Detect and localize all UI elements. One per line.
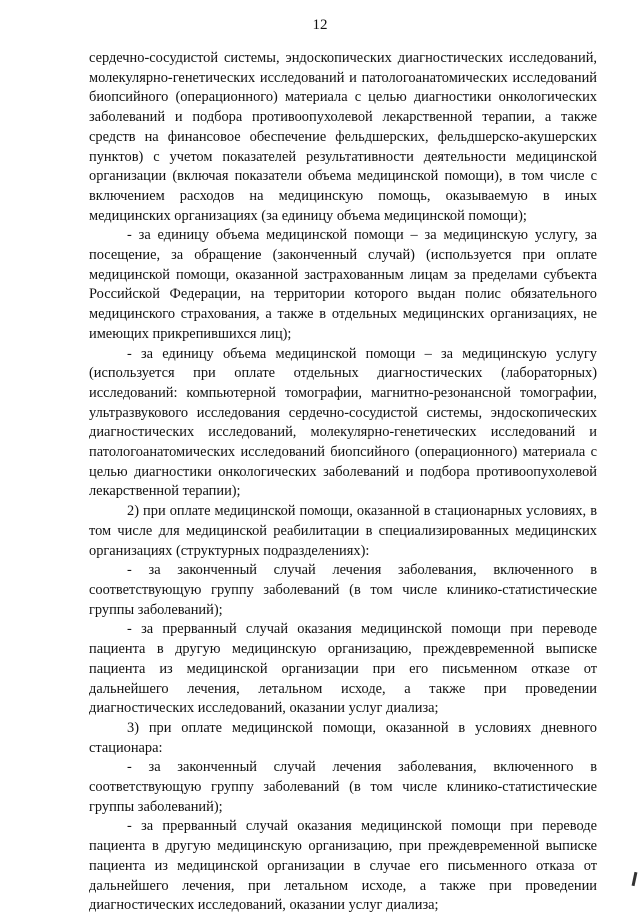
paragraph-day-hospital-interrupted-case: - за прерванный случай оказания медицинской помощи при переводе пациента в другую медицинскую организацию, при преждевременной выписке пациента из медицинской организации в случае его письменного отказа от дальнейшего лечения, при летальном исходе, а также при проведении диагностических исследований, оказании услуг диализа; xyxy=(89,818,597,914)
paragraph-day-hospital: 3) при оплате медицинской помощи, оказанной в условиях дневного стационара: xyxy=(89,719,597,756)
paragraph-per-unit-diagnostic-service: - за единицу объема медицинской помощи – за медицинскую услугу (используется при оплате отдельных диагностических (лабораторных) исследований: компьютерной томографии, магнитно-резонансной томографии, ультразвукового исследования сердечно-сосудистой системы, эндоскопических диагностических исследований, молекулярно-генетических исследований и патологоанатомических исследований биопсийного (операционного) материала с целью диагностики онкологических заболеваний и подбора противоопухолевой лекарственной терапии); xyxy=(89,345,597,500)
paragraph-inpatient-care: 2) при оплате медицинской помощи, оказанной в стационарных условиях, в том числе для медицинской реабилитации в специализированных медицинских организациях (структурных подразделениях): xyxy=(89,503,597,559)
paragraph-continuation: сердечно-сосудистой системы, эндоскопических диагностических исследований, молекулярно-генетических исследований и патологоанатомических исследований биопсийного (операционного) материала с целью диагностики онкологических заболеваний и подбора противоопухолевой лекарственной терапии, а также средств на финансовое обеспечение фельдшерских, фельдшерско-акушерских пунктов) с учетом показателей результативности деятельности медицинской организации (включая показатели объема медицинской помощи), в том числе с включением расходов на медицинскую помощь, оказываемую в иных медицинских организациях (за единицу объема медицинской помощи); xyxy=(89,50,597,224)
page-number: 12 xyxy=(312,17,328,33)
document-body xyxy=(89,49,597,916)
paragraph-day-hospital-completed-case: - за законченный случай лечения заболевания, включенного в соответствующую группу заболеваний (в том числе клинико-статистические группы заболеваний); xyxy=(89,759,597,815)
paragraph-per-unit-service-visit: - за единицу объема медицинской помощи – за медицинскую услугу, за посещение, за обращение (законченный случай) (используется при оплате медицинской помощи, оказанной застрахованным лицам за пределами субъекта Российской Федерации, на территории которого выдан полис обязательного медицинского страхования, а также в отдельных медицинских организациях, не имеющих прикрепившихся лиц); xyxy=(89,227,597,342)
paragraph-inpatient-interrupted-case: - за прерванный случай оказания медицинской помощи при переводе пациента в другую медицинскую организацию, преждевременной выписке пациента из медицинской организации при его письменном отказе от дальнейшего лечения, летальном исходе, а также при проведении диагностических исследований, оказании услуг диализа; xyxy=(89,621,597,717)
paragraph-inpatient-completed-case: - за законченный случай лечения заболевания, включенного в соответствующую группу заболеваний (в том числе клинико-статистические группы заболеваний); xyxy=(89,562,597,618)
scan-edge-mark xyxy=(632,872,638,886)
